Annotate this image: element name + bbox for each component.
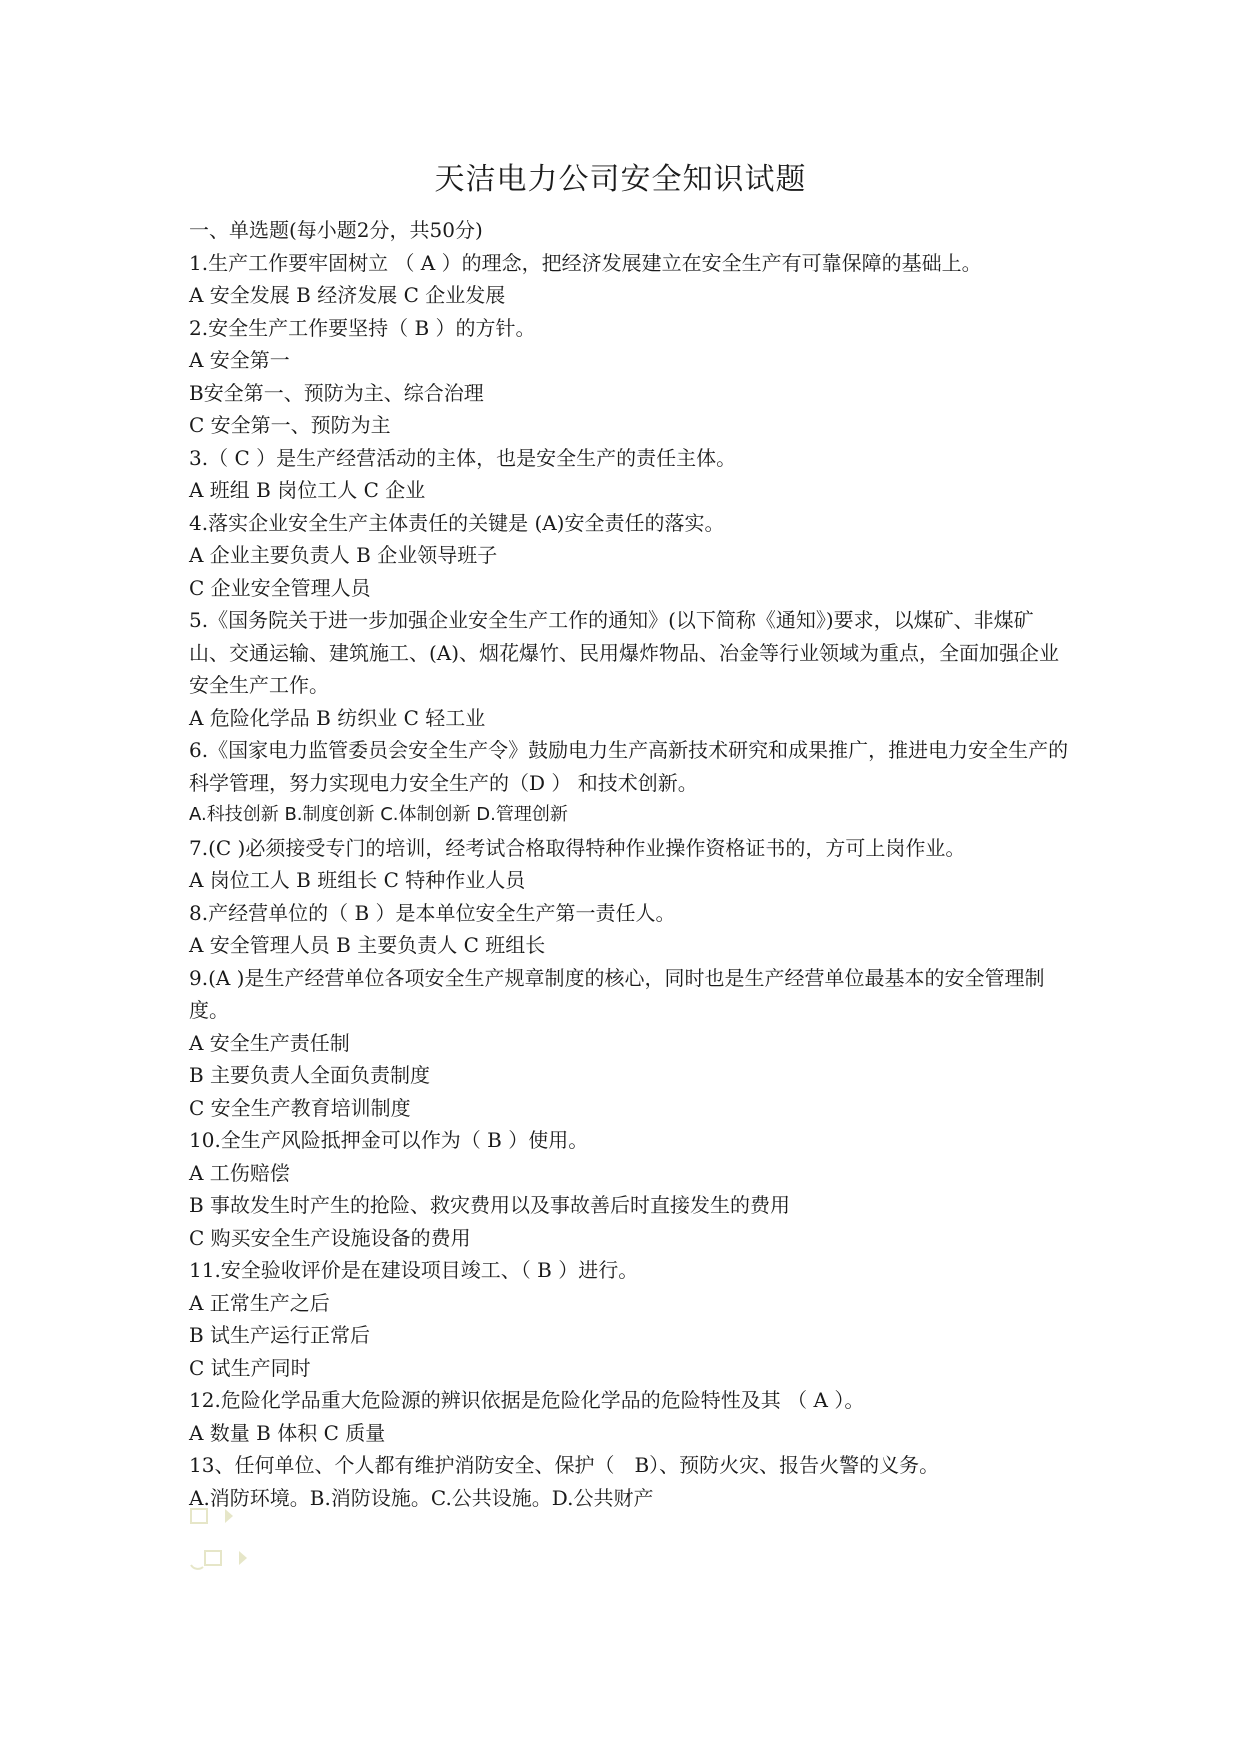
question-3-options: A 班组 B 岗位工人 C 企业 <box>189 478 426 502</box>
question-4: 4.落实企业安全生产主体责任的关键是 (A)安全责任的落实。 <box>189 510 725 535</box>
question-9-option-c: C 安全生产教育培训制度 <box>189 1095 411 1120</box>
question-6-options: A.科技创新 B.制度创新 C.体制创新 D.管理创新 <box>189 804 568 825</box>
question-7-options: A 岗位工人 B 班组长 C 特种作业人员 <box>189 868 526 892</box>
question-11-option-c: C 试生产同时 <box>189 1355 311 1380</box>
question-7: 7.(C )必须接受专门的培训，经考试合格取得特种作业操作资格证书的，方可上岗作业。 <box>189 835 966 860</box>
question-13: 13、任何单位、个人都有维护消防安全、保护（ B）、预防火灾、报告火警的义务。 <box>189 1453 940 1477</box>
question-8-options: A 安全管理人员 B 主要负责人 C 班组长 <box>189 933 546 957</box>
section-heading: 一、单选题(每小题2分，共50分) <box>189 218 483 242</box>
question-11-option-b: B 试生产运行正常后 <box>189 1323 371 1347</box>
question-8: 8.产经营单位的（ B ）是本单位安全生产第一责任人。 <box>189 900 676 925</box>
question-1: 1.生产工作要牢固树立 （ A ）的理念，把经济发展建立在安全生产有可靠保障的基础上。 <box>189 250 982 275</box>
circle-square-arrow-icon <box>189 1545 269 1575</box>
question-6: 6.《国家电力监管委员会安全生产令》鼓励电力生产高新技术研究和成果推广，推进电力安全生产的科学管理，努力实现电力安全生产的（D ） 和技术创新。 <box>189 738 1069 795</box>
question-12-options: A 数量 B 体积 C 质量 <box>189 1420 386 1445</box>
question-10: 10.全生产风险抵押金可以作为（ B ）使用。 <box>189 1128 589 1152</box>
faint-marks-2 <box>189 1545 269 1615</box>
question-list <box>189 214 1069 1514</box>
question-10-option-c: C 购买安全生产设施设备的费用 <box>189 1225 471 1250</box>
question-11-option-a: A 正常生产之后 <box>189 1290 330 1315</box>
question-5-options: A 危险化学品 B 纺织业 C 轻工业 <box>189 705 486 730</box>
question-9: 9.(A )是生产经营单位各项安全生产规章制度的核心，同时也是生产经营单位最基本的安全管理制度。 <box>189 965 1045 1022</box>
question-4-options-ab: A 企业主要负责人 B 企业领导班子 <box>189 543 498 567</box>
question-3: 3.（ C ）是生产经营活动的主体，也是安全生产的责任主体。 <box>189 445 737 470</box>
question-11: 11.安全验收评价是在建设项目竣工、（ B ）进行。 <box>189 1258 639 1282</box>
question-13-options: A.消防环境。B.消防设施。C.公共设施。D.公共财产 <box>189 1485 654 1510</box>
question-4-option-c: C 企业安全管理人员 <box>189 575 371 600</box>
question-9-option-b: B 主要负责人全面负责制度 <box>189 1063 431 1087</box>
question-12: 12.危险化学品重大危险源的辨识依据是危险化学品的危险特性及其 （ A ）。 <box>189 1388 865 1412</box>
question-2-option-c: C 安全第一、预防为主 <box>189 413 391 437</box>
question-2-option-b: B安全第一、预防为主、综合治理 <box>189 380 484 405</box>
question-2-option-a: A 安全第一 <box>189 348 290 372</box>
document-title: 天洁电力公司安全知识试题 <box>434 162 807 197</box>
question-2: 2.安全生产工作要坚持（ B ）的方针。 <box>189 315 536 340</box>
question-1-options: A 安全发展 B 经济发展 C 企业发展 <box>189 283 506 307</box>
question-10-option-a: A 工伤赔偿 <box>189 1160 290 1185</box>
question-9-option-a: A 安全生产责任制 <box>189 1030 350 1055</box>
question-10-option-b: B 事故发生时产生的抢险、救灾费用以及事故善后时直接发生的费用 <box>189 1193 791 1217</box>
question-5: 5.《国务院关于进一步加强企业安全生产工作的通知》(以下简称《通知》)要求，以煤矿、非煤矿山、交通运输、建筑施工、(A)、烟花爆竹、民用爆炸物品、冶金等行业领域为重点，全面加强企业安全生产工作。 <box>189 608 1060 697</box>
